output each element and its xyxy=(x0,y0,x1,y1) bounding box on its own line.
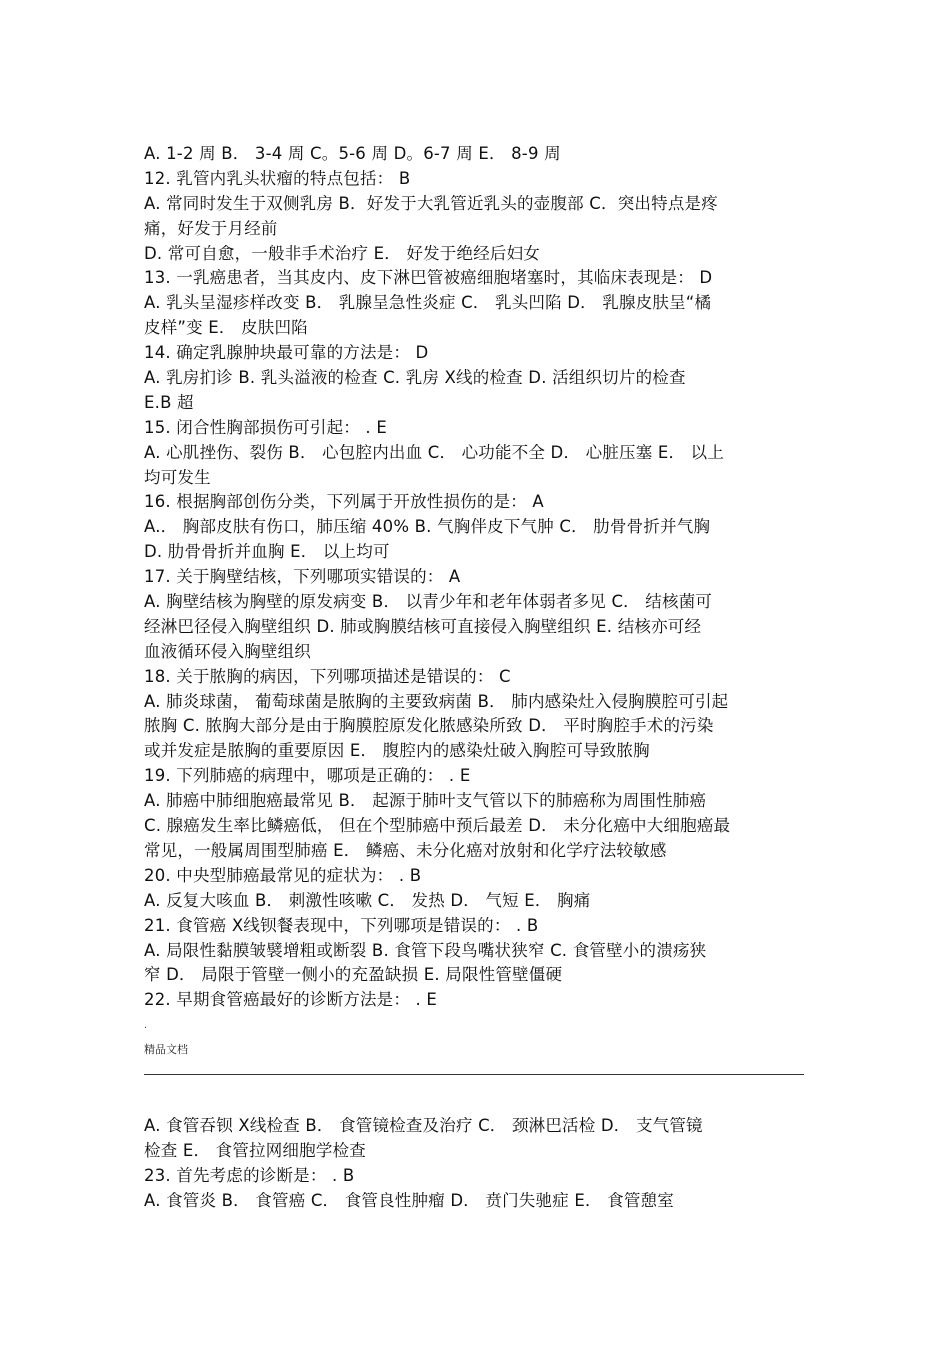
text-line: A. 反复大咳血 B． 刺激性咳嗽 C． 发热 D． 气短 E． 胸痛 xyxy=(144,890,591,910)
footer-label: 精品文档 xyxy=(144,1043,188,1056)
page-dot: . xyxy=(144,1020,148,1031)
text-line: A. 肺癌中肺细胞癌最常见 B． 起源于肺叶支气管以下的肺癌称为周围性肺癌 xyxy=(144,791,707,811)
text-line: A. 1-2 周 B． 3-4 周 C。5-6 周 D。6-7 周 E． 8-9 周 xyxy=(144,144,561,163)
question-19: 19. 下列肺癌的病理中，哪项是正确的： . E xyxy=(144,766,471,786)
text-line: A. 乳房扪诊 B. 乳头溢液的检查 C. 乳房 X线的检查 D. 活组织切片的检查 xyxy=(144,368,686,388)
text-line: 检查 E． 食管拉网细胞学检查 xyxy=(144,1140,366,1160)
text-line: 常见，一般属周围型肺癌 E． 鳞癌、未分化癌对放射和化学疗法较敏感 xyxy=(144,840,667,860)
text-line: A. 乳头呈湿疹样改变 B． 乳腺呈急性炎症 C． 乳头凹陷 D． 乳腺皮肤呈“橘 xyxy=(144,293,712,313)
text-line: A. 食管吞钡 X线检查 B． 食管镜检查及治疗 C． 颈淋巴活检 D． 支气管镜 xyxy=(144,1116,703,1135)
text-line: A. 食管炎 B． 食管癌 C． 食管良性肿瘤 D． 贲门失驰症 E． 食管憩室 xyxy=(144,1190,674,1210)
text-line: 窄 D． 局限于管壁一侧小的充盈缺损 E. 局限性管壁僵硬 xyxy=(144,965,563,985)
text-line: A. 肺炎球菌， 葡萄球菌是脓胸的主要致病菌 B． 肺内感染灶入侵胸膜腔可引起 xyxy=(144,691,729,711)
text-line: A.． 胸部皮肤有伤口，肺压缩 40% B. 气胸伴皮下气肿 C． 肋骨骨折并气胸 xyxy=(144,517,711,537)
question-20: 20. 中央型肺癌最常见的症状为： . B xyxy=(144,865,422,885)
question-17: 17. 关于胸壁结核，下列哪项实错误的： A xyxy=(144,567,461,587)
question-13: 13. 一乳癌患者，当其皮内、皮下淋巴管被癌细胞堵塞时，其临床表现是： D xyxy=(144,268,713,288)
text-line: A. 局限性黏膜皱襞增粗或断裂 B. 食管下段鸟嘴状狭窄 C. 食管壁小的溃疡狭 xyxy=(144,940,707,960)
footer-divider xyxy=(144,1074,804,1075)
page2-text-block xyxy=(144,1114,806,1214)
text-line: D. 常可自愈，一般非手术治疗 E． 好发于绝经后妇女 xyxy=(144,243,541,263)
text-line: A. 心肌挫伤、裂伤 B． 心包腔内出血 C． 心功能不全 D． 心脏压塞 E． 以上 xyxy=(144,442,725,462)
text-line: 血液循环侵入胸壁组织 xyxy=(144,641,311,661)
question-18: 18. 关于脓胸的病因，下列哪项描述是错误的： C xyxy=(144,666,511,686)
question-23: 23. 首先考虑的诊断是： . B xyxy=(144,1165,355,1185)
page1-text-block xyxy=(144,142,806,1013)
text-line: A. 常同时发生于双侧乳房 B．好发于大乳管近乳头的壶腹部 C．突出特点是疼 xyxy=(144,193,718,213)
text-line: A. 胸壁结核为胸壁的原发病变 B． 以青少年和老年体弱者多见 C． 结核菌可 xyxy=(144,592,713,612)
text-line: C. 腺癌发生率比鳞癌低， 但在个型肺癌中预后最差 D． 未分化癌中大细胞癌最 xyxy=(144,816,731,836)
text-line: 均可发生 xyxy=(144,467,211,487)
question-14: 14. 确定乳腺肿块最可靠的方法是： D xyxy=(144,343,429,363)
text-line: 脓胸 C. 脓胸大部分是由于胸膜腔原发化脓感染所致 D． 平时胸腔手术的污染 xyxy=(144,716,714,736)
question-15: 15. 闭合性胸部损伤可引起： . E xyxy=(144,417,387,437)
text-line: 经淋巴径侵入胸壁组织 D. 肺或胸膜结核可直接侵入胸壁组织 E. 结核亦可经 xyxy=(144,616,702,636)
text-line: 或并发症是脓胸的重要原因 E． 腹腔内的感染灶破入胸腔可导致脓胸 xyxy=(144,741,650,761)
question-12: 12. 乳管内乳头状瘤的特点包括： B xyxy=(144,168,411,188)
question-16: 16. 根据胸部创伤分类，下列属于开放性损伤的是： A xyxy=(144,492,544,512)
text-line: D. 肋骨骨折并血胸 E． 以上均可 xyxy=(144,542,390,562)
question-21: 21. 食管癌 X线钡餐表现中，下列哪项是错误的： . B xyxy=(144,915,539,935)
text-line: E.B 超 xyxy=(144,392,194,412)
question-22: 22. 早期食管癌最好的诊断方法是： . E xyxy=(144,990,438,1010)
text-line: 痛，好发于月经前 xyxy=(144,218,278,238)
text-line: 皮样”变 E． 皮肤凹陷 xyxy=(144,318,308,338)
